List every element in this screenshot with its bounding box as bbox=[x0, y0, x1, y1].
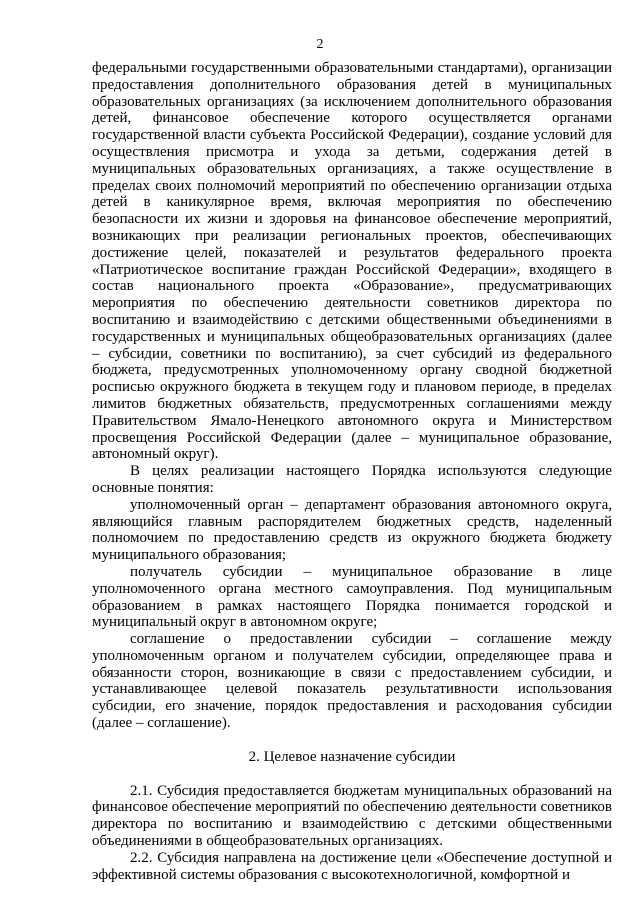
paragraph-2-1: 2.1. Субсидия предоставляется бюджетам муниципальных образований на финансовое обеспечение мероприятий по обеспечению деятельности советников директора по воспитанию и взаимодействию с детскими общественными объединениями в общеобразовательных организациях. bbox=[92, 782, 612, 850]
document-body bbox=[92, 60, 612, 883]
paragraph-continuation: федеральными государственными образовательными стандартами), организации предоставления дополнительного образования детей в муниципальных образовательных организациях (за исключением дополнительного образования детей, финансовое обеспечение которого осуществляется органами государственной власти субъекта Российской Федерации), создание условий для осуществления присмотра и ухода за детьми, содержания детей в муниципальных образовательных организациях, а также осуществление в пределах своих полномочий мероприятий по обеспечению организации отдыха детей в каникулярное время, включая мероприятия по обеспечению безопасности их жизни и здоровья на финансовое обеспечение мероприятий, возникающих при реализации региональных проектов, обеспечивающих достижение целей, показателей и результатов федерального проекта «Патриотическое воспитание граждан Российской Федерации», входящего в состав национального проекта «Образование», предусматривающих мероприятия по обеспечению деятельности советников директора по воспитанию и взаимодействию с детскими общественными объединениями в государственных и муниципальных общеобразовательных организациях (далее – субсидии, советники по воспитанию), за счет субсидий из федерального бюджета, предусмотренных уполномоченному органу сводной бюджетной росписью окружного бюджета в текущем году и плановом периоде, в пределах лимитов бюджетных обязательств, предусмотренных соглашениями между Правительством Ямало-Ненецкого автономного округа и Министерством просвещения Российской Федерации (далее – муниципальное образование, автономный округ). bbox=[92, 60, 612, 463]
paragraph-definition-agreement: соглашение о предоставлении субсидии – соглашение между уполномоченным органом и получателем субсидии, определяющее права и обязанности сторон, возникающие в связи с предоставлением субсидии, и устанавливающее целевой показатель результативности использования субсидии, его значение, порядок предоставления и расходования субсидии (далее – соглашение). bbox=[92, 631, 612, 732]
page-number: 2 bbox=[316, 37, 324, 52]
section-heading: 2. Целевое назначение субсидии bbox=[248, 748, 456, 765]
paragraph-2-2: 2.2. Субсидия направлена на достижение цели «Обеспечение доступной и эффективной системы образования с высокотехнологичной, комфортной и bbox=[92, 849, 612, 883]
paragraph-definition-authorized-body: уполномоченный орган – департамент образования автономного округа, являющийся главным распорядителем бюджетных средств, наделенный полномочием по предоставлению средств из окружного бюджета бюджету муниципального образования; bbox=[92, 496, 612, 564]
paragraph-definition-recipient: получатель субсидии – муниципальное образование в лице уполномоченного органа местного самоуправления. Под муниципальным образованием в рамках настоящего Порядка понимается городской и муниципальный округ в автономном округе; bbox=[92, 563, 612, 631]
paragraph-definitions-intro: В целях реализации настоящего Порядка используются следующие основные понятия: bbox=[92, 463, 612, 496]
